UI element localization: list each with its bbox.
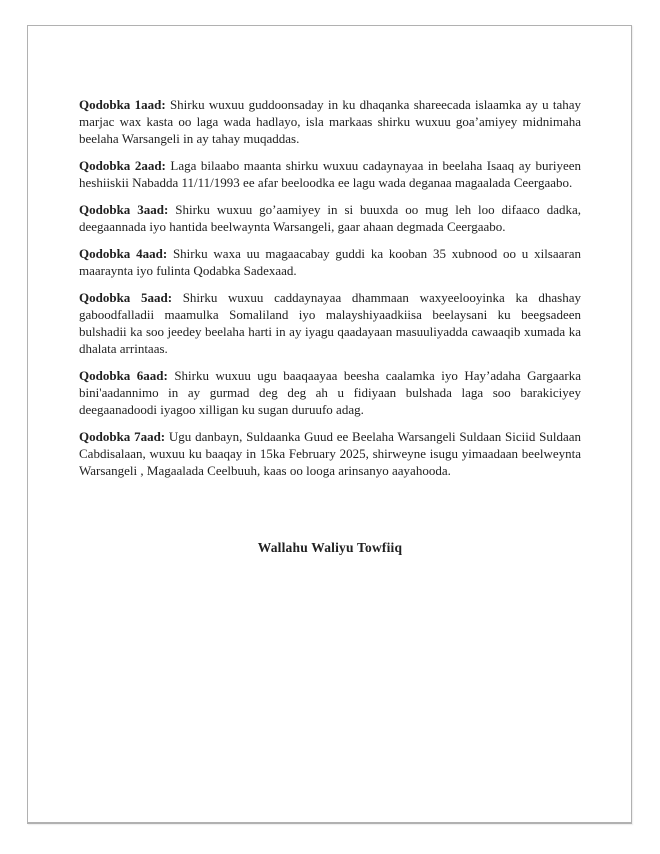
article-label: Qodobka 2aad: xyxy=(79,158,166,173)
article-paragraph xyxy=(79,367,581,418)
closing-line: Wallahu Waliyu Towfiiq xyxy=(257,540,403,555)
article-body: Ugu danbayn, Suldaanka Guud ee Beelaha Warsangeli Suldaan Siciid Suldaan Cabdisalaan, wuxuu ku baaqay in 15ka February 2025, shirweyne isugu yimaadaan beelweynta Warsangeli , Magaalada Ceelbuuh, kaas oo looga arinsanyo aayahooda. xyxy=(79,429,581,478)
article-label: Qodobka 4aad: xyxy=(79,246,168,261)
article-paragraph xyxy=(79,289,581,357)
articles-list xyxy=(79,96,581,479)
article-body: Shirku waxa uu magaacabay guddi ka kooban 35 xubnood oo u xilsaaran maaraynta iyo fulinta Qodabka Sadexaad. xyxy=(79,246,582,278)
article-paragraph xyxy=(79,245,581,279)
article-paragraph xyxy=(79,157,581,191)
article-body: Shirku wuxuu caddaynayaa dhammaan waxyeelooyinka ka dhashay gaboodfalladii maamulka Somaliland iyo malayshiyaadkiisa beelaysani ku beegsadeen bulshadii ka soo jeedey beelaha harti in ay iyagu qaadayaan masuuliyadda cawaaqib xumada ka dhalata arrintaas. xyxy=(79,290,581,356)
page-content xyxy=(28,26,631,556)
document-page xyxy=(27,25,632,824)
article-label: Qodobka 1aad: xyxy=(79,97,166,112)
article-label: Qodobka 7aad: xyxy=(79,429,166,444)
article-body: Shirku wuxuu guddoonsaday in ku dhaqanka shareecada islaamka ay u tahay marjac wax kasta oo laga wada hadlayo, isla markaas shirku wuxuu goa’amiyey midnimaha beelaha Warsangeli in ay tahay muqaddas. xyxy=(79,97,582,146)
article-label: Qodobka 3aad: xyxy=(79,202,169,217)
article-paragraph xyxy=(79,201,581,235)
article-paragraph xyxy=(79,428,581,479)
article-label: Qodobka 5aad: xyxy=(79,290,173,305)
article-paragraph xyxy=(79,96,581,147)
article-body: Shirku wuxuu go’aamiyey in si buuxda oo mug leh loo difaaco dadka, deegaannada iyo hantida beelwaynta Warsangeli, gaar ahaan degmada Ceergaabo. xyxy=(79,202,582,234)
article-body: Shirku wuxuu ugu baaqaayaa beesha caalamka iyo Hay’adaha Gargaarka bini'aadannimo in ay gurmad deg deg ah u fidiyaan bulshada laga soo barakiciyey deegaanadoodi iyagoo xilligan ku sugan duruufo adag. xyxy=(79,368,581,417)
article-body: Laga bilaabo maanta shirku wuxuu cadaynayaa in beelaha Isaaq ay buriyeen heshiiskii Nabadda 11/11/1993 ee afar beeloodka ee lagu wada deganaa magaalada Ceergaabo. xyxy=(79,158,581,190)
article-label: Qodobka 6aad: xyxy=(79,368,168,383)
